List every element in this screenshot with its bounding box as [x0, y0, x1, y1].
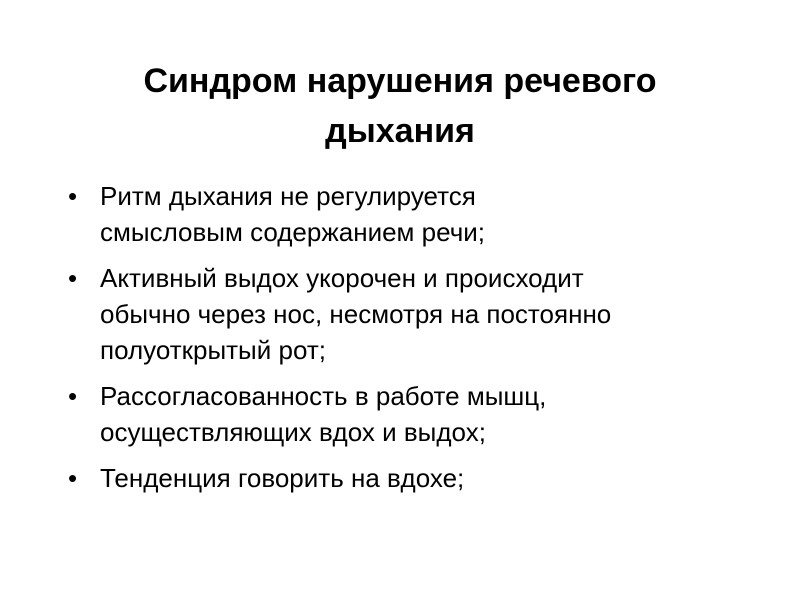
- bullet-marker: •: [68, 263, 78, 293]
- bullet-line: смысловым содержанием речи;: [100, 217, 485, 247]
- bullet-line: осуществляющих вдох и выдох;: [100, 417, 486, 447]
- bullet-line: Рассогласованность в работе мышц,: [100, 381, 547, 411]
- bullet-marker: •: [68, 381, 78, 411]
- bullet-marker: •: [68, 463, 78, 493]
- bullet-marker: •: [68, 181, 78, 211]
- bullet-item: [68, 260, 758, 368]
- slide-title-line: Синдром нарушения речевого: [143, 62, 657, 100]
- bullet-line: Ритм дыхания не регулируется: [100, 181, 476, 211]
- bullet-line: Активный выдох укорочен и происходит: [100, 263, 584, 293]
- bullet-item: [68, 178, 758, 250]
- bullet-item: [68, 460, 758, 496]
- bullet-line: Тенденция говорить на вдохе;: [100, 463, 465, 493]
- bullet-line: полуоткрытый рот;: [100, 335, 326, 365]
- slide-title-line: дыхания: [325, 112, 475, 150]
- bullet-line: обычно через нос, несмотря на постоянно: [100, 299, 612, 329]
- slide-title: [80, 56, 720, 156]
- bullet-item: [68, 378, 758, 450]
- bullet-list: [68, 178, 758, 506]
